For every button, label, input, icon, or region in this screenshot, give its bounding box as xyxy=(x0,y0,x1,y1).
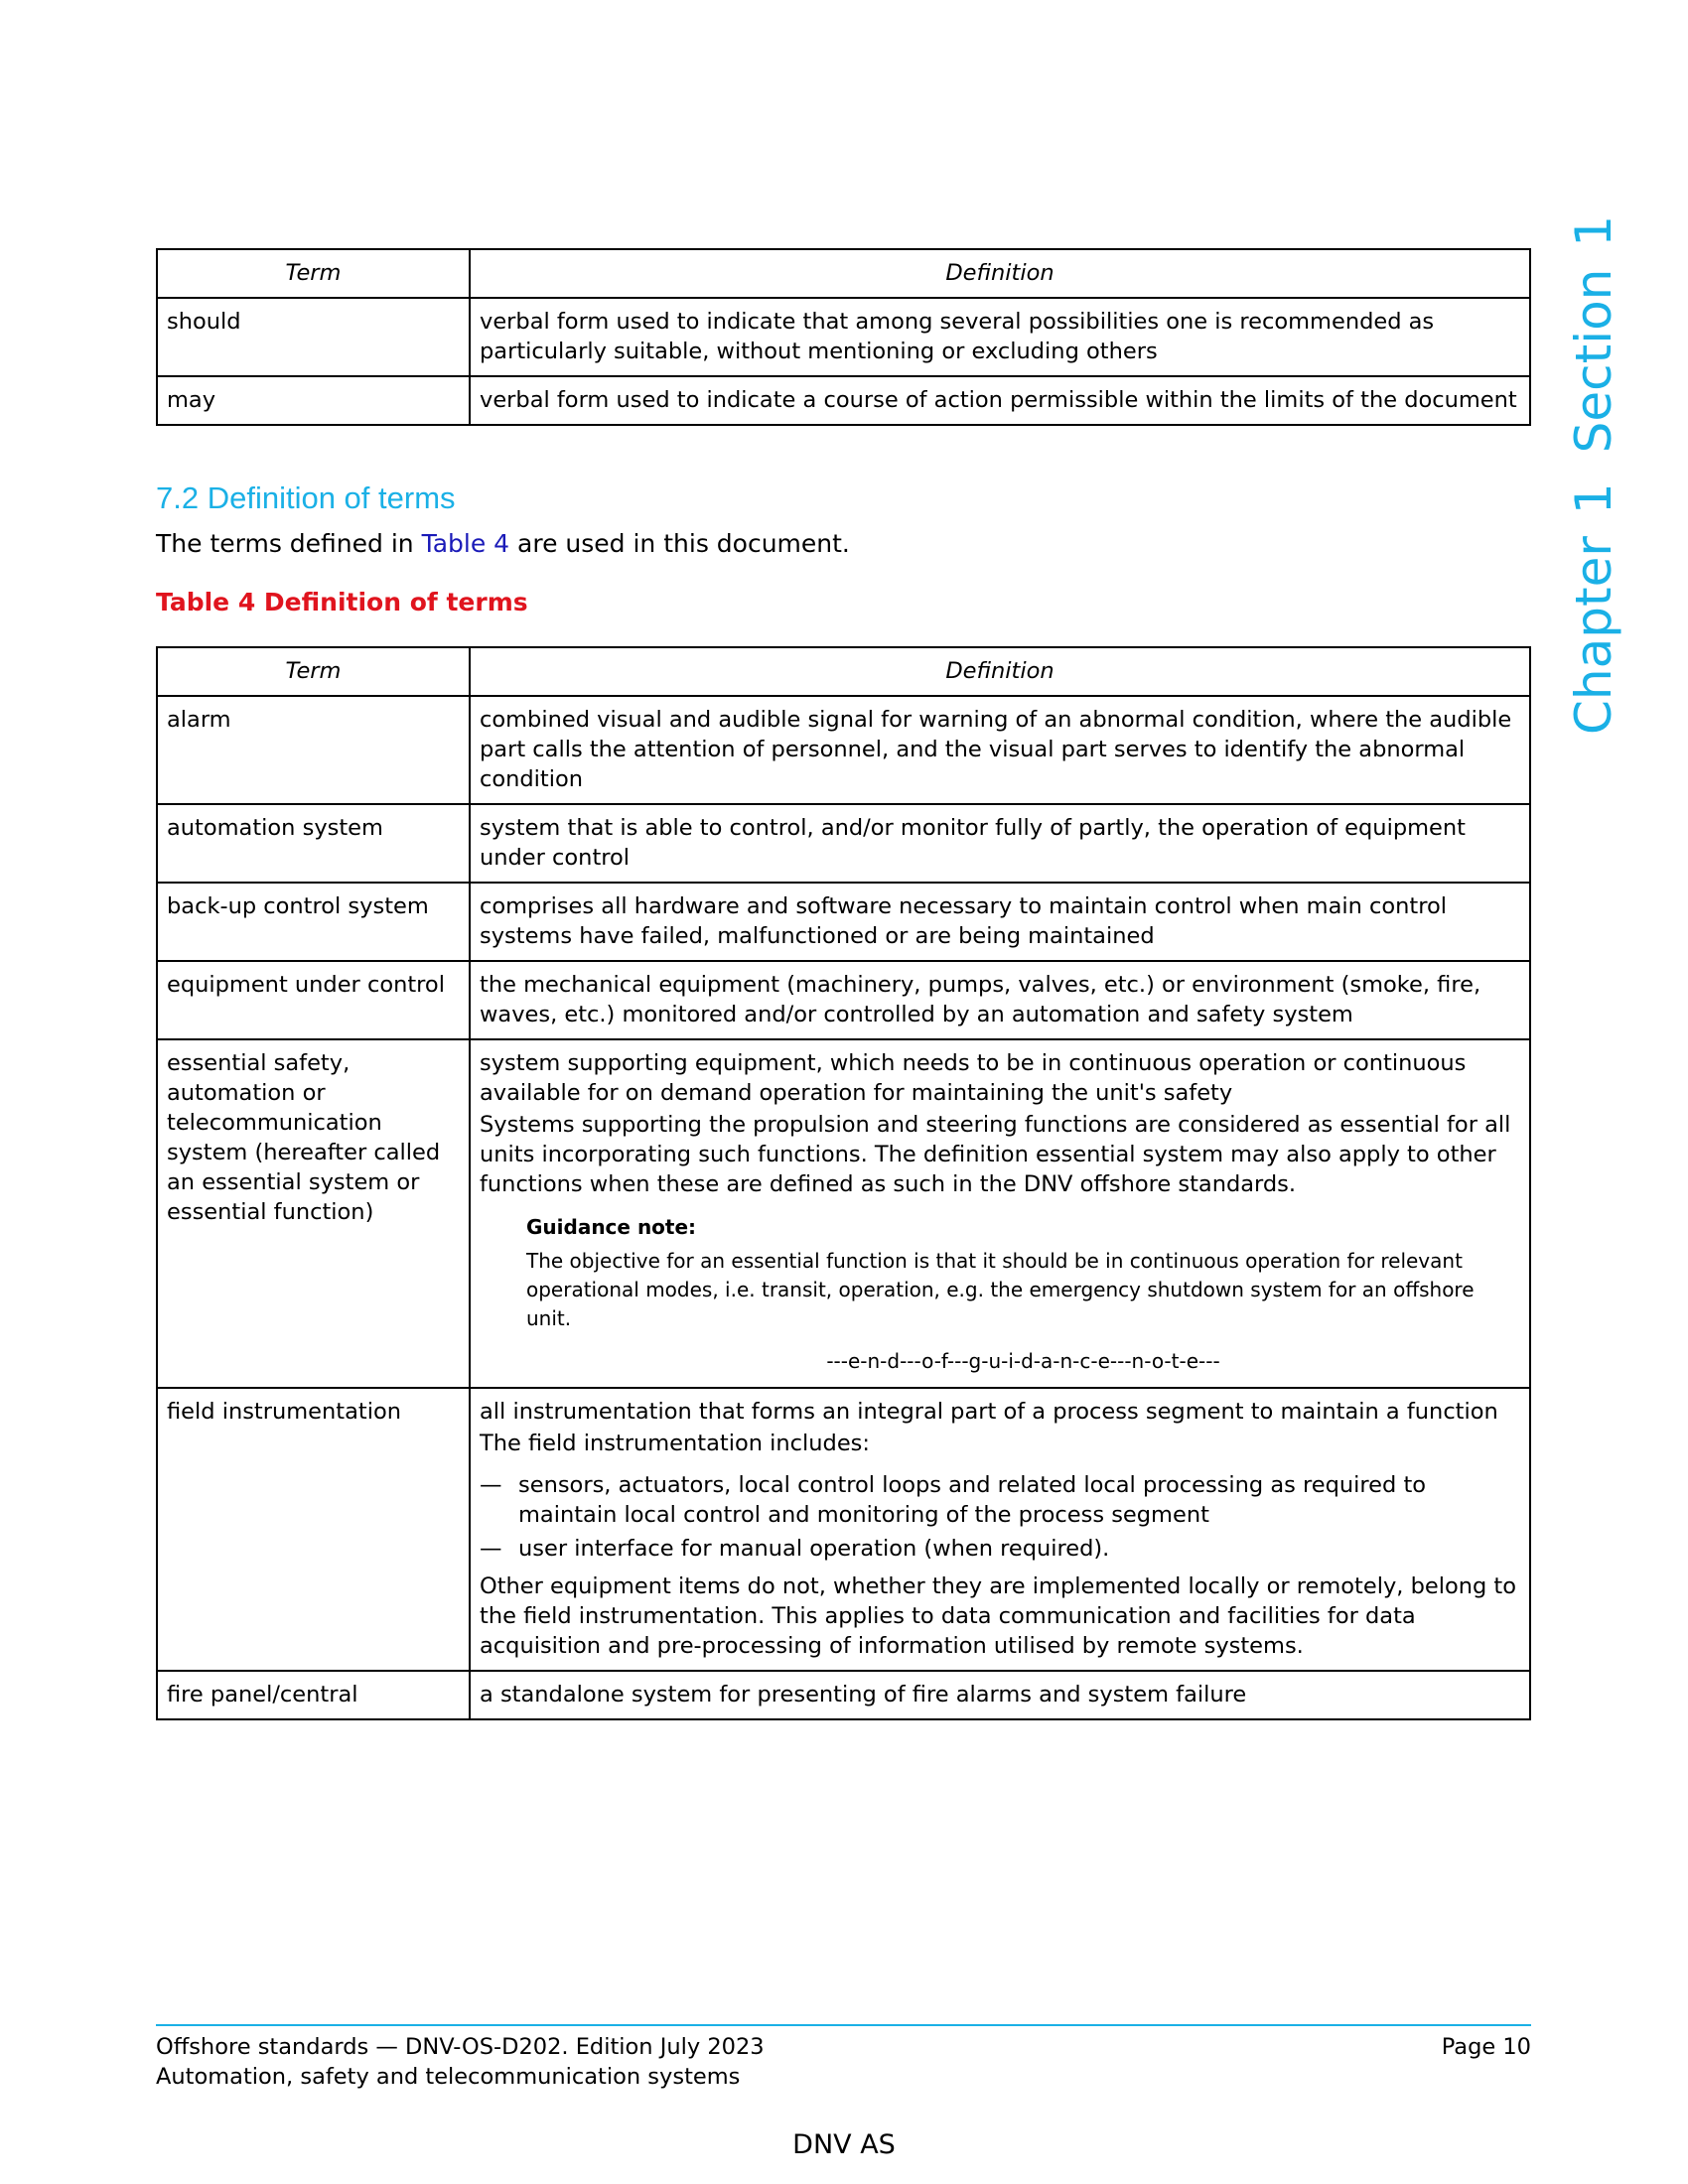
table-row xyxy=(157,1388,1530,1671)
column-header-definition: Definition xyxy=(470,647,1530,696)
intro-text-after: are used in this document. xyxy=(509,529,850,558)
term-cell: essential safety, automation or telecommunication system (hereafter called an essential system or essential function) xyxy=(157,1039,470,1388)
footer-standard-title: Offshore standards — DNV-OS-D202. Edition July 2023 xyxy=(156,2034,765,2060)
list-item xyxy=(480,1470,1520,1530)
list-item-text: user interface for manual operation (when required). xyxy=(518,1536,1110,1562)
chapter-section-label xyxy=(1564,214,1623,735)
term-cell: alarm xyxy=(157,696,470,804)
definition-cell: comprises all hardware and software necessary to maintain control when main control systems have failed, malfunctioned or are being maintained xyxy=(470,883,1530,961)
table-row xyxy=(157,1671,1530,1719)
column-header-definition: Definition xyxy=(470,249,1530,298)
definition-cell xyxy=(470,1388,1530,1671)
table-row xyxy=(157,696,1530,804)
table-row xyxy=(157,1039,1530,1388)
definition-cell: combined visual and audible signal for warning of an abnormal condition, where the audible part calls the attention of personnel, and the visual part serves to identify the abnormal condition xyxy=(470,696,1530,804)
page-number: Page 10 xyxy=(1441,2034,1531,2060)
table-header-row xyxy=(157,647,1530,696)
table-header-row xyxy=(157,249,1530,298)
dash-bullet: — xyxy=(480,1536,502,1562)
term-cell: equipment under control xyxy=(157,961,470,1039)
definition-text: system supporting equipment, which needs to be in continuous operation or continuous available for on demand operation for maintaining the unit's safety xyxy=(480,1050,1467,1106)
company-name: DNV AS xyxy=(792,2129,896,2160)
definition-cell: verbal form used to indicate a course of action permissible within the limits of the document xyxy=(470,376,1530,425)
term-cell: should xyxy=(157,298,470,376)
table-caption: Table 4 Definition of terms xyxy=(156,588,528,616)
definition-text: all instrumentation that forms an integral part of a process segment to maintain a function xyxy=(480,1399,1498,1425)
table-row xyxy=(157,883,1530,961)
table-4-link[interactable]: Table 4 xyxy=(421,529,510,558)
definition-text-3: Other equipment items do not, whether they are implemented locally or remotely, belong to the field instrumentation. This applies to data communication and facilities for data acquisition and pre-processing of information utilised by remote systems. xyxy=(480,1573,1516,1659)
footer-divider xyxy=(156,2024,1531,2026)
definition-text-2: The field instrumentation includes: xyxy=(480,1431,870,1456)
guidance-note-text: The objective for an essential function is that it should be in continuous operation for relevant operational modes, i.e. transit, operation, e.g. the emergency shutdown system for an offshore unit. xyxy=(526,1249,1475,1330)
guidance-note-end: ---e-n-d---o-f---g-u-i-d-a-n-c-e---n-o-t-e--- xyxy=(826,1349,1220,1373)
term-cell: automation system xyxy=(157,804,470,883)
section-label: Section 1 xyxy=(1565,214,1622,454)
dash-bullet: — xyxy=(480,1472,502,1498)
definition-cell: system that is able to control, and/or monitor fully of partly, the operation of equipment under control xyxy=(470,804,1530,883)
verbal-forms-table xyxy=(156,248,1531,426)
list-item xyxy=(480,1534,1520,1564)
definition-cell: verbal form used to indicate that among several possibilities one is recommended as particularly suitable, without mentioning or excluding others xyxy=(470,298,1530,376)
column-header-term: Term xyxy=(157,249,470,298)
definition-text-2: Systems supporting the propulsion and steering functions are considered as essential for all units incorporating such functions. The definition essential system may also apply to other functions when these are defined as such in the DNV offshore standards. xyxy=(480,1112,1511,1197)
table-row xyxy=(157,804,1530,883)
chapter-label: Chapter 1 xyxy=(1565,482,1622,735)
list-item-text: sensors, actuators, local control loops and related local processing as required to maintain local control and monitoring of the process segment xyxy=(518,1472,1427,1528)
section-intro xyxy=(156,529,850,558)
term-cell: fire panel/central xyxy=(157,1671,470,1719)
term-cell: may xyxy=(157,376,470,425)
definition-cell xyxy=(470,1039,1530,1388)
definition-cell: the mechanical equipment (machinery, pumps, valves, etc.) or environment (smoke, fire, waves, etc.) monitored and/or controlled by an automation and safety system xyxy=(470,961,1530,1039)
term-cell: field instrumentation xyxy=(157,1388,470,1671)
table-row xyxy=(157,961,1530,1039)
definition-list xyxy=(480,1470,1520,1564)
column-header-term: Term xyxy=(157,647,470,696)
guidance-note-title: Guidance note: xyxy=(526,1215,697,1239)
definition-cell: a standalone system for presenting of fire alarms and system failure xyxy=(470,1671,1530,1719)
footer-document-info xyxy=(156,2032,765,2092)
definition-of-terms-table xyxy=(156,646,1531,1720)
section-heading: 7.2 Definition of terms xyxy=(156,480,456,515)
table-row xyxy=(157,298,1530,376)
guidance-note xyxy=(526,1213,1520,1376)
intro-text-before: The terms defined in xyxy=(156,529,422,558)
table-row xyxy=(157,376,1530,425)
footer-document-subtitle: Automation, safety and telecommunication systems xyxy=(156,2064,741,2090)
term-cell: back-up control system xyxy=(157,883,470,961)
